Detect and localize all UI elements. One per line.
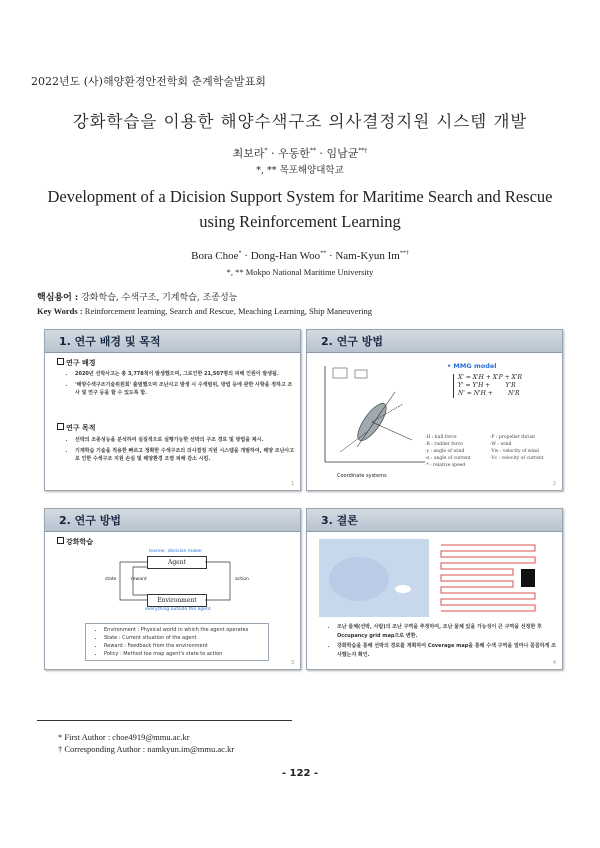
author-1: 최보라 bbox=[232, 147, 265, 160]
list-item: • State : Current situation of the agent bbox=[104, 635, 276, 642]
keywords-english bbox=[37, 306, 372, 316]
state-label: state bbox=[105, 577, 117, 582]
legend-item: ·Vw : velocity of wind bbox=[490, 449, 539, 454]
author-sep: · bbox=[326, 250, 336, 262]
model-name: MMG model bbox=[453, 362, 497, 370]
environment-box: Environment bbox=[147, 594, 207, 607]
section-label: 강화학습 bbox=[66, 538, 94, 546]
list-item: • 조난 물체(선박, 사람)의 조난 구역을 추정하여, 조난 물체 있을 가능성이 큰 구역을 선정한 후 Occupancy grid map으로 변환. bbox=[337, 623, 559, 640]
legend-item: ·* : relative speed bbox=[425, 463, 466, 468]
slide-title: 2. 연구 방법 bbox=[321, 335, 383, 348]
equation: X' = X'H + X'P + X'R bbox=[458, 374, 522, 381]
checkbox-icon bbox=[57, 537, 64, 544]
mmg-equations bbox=[453, 374, 522, 398]
slide-header bbox=[45, 330, 300, 353]
legend-item: ·Vc : velocity of current bbox=[490, 456, 544, 461]
slide-header bbox=[307, 509, 562, 532]
keywords-korean bbox=[37, 290, 237, 303]
page-number: - 122 - bbox=[281, 768, 319, 779]
list-item: • Reward : Feedback from the environment bbox=[104, 643, 276, 650]
author-sep: · bbox=[267, 147, 279, 160]
outside-label: everything outside the agent bbox=[145, 607, 211, 612]
author-mark: * bbox=[238, 250, 242, 257]
section-heading bbox=[57, 537, 93, 547]
bullet-list bbox=[325, 623, 559, 661]
coverage-map-image bbox=[435, 539, 550, 617]
slide-title: 2. 연구 방법 bbox=[59, 514, 121, 527]
slide-page-number: 3 bbox=[290, 660, 294, 666]
slide-page-number: 2 bbox=[552, 481, 556, 487]
slide-background-purpose bbox=[44, 329, 301, 491]
legend-item: ·P : propeller thrust bbox=[490, 435, 536, 440]
author-mark: ** bbox=[320, 250, 327, 257]
slide-method-mmg bbox=[306, 329, 563, 491]
action-label: action bbox=[235, 577, 249, 582]
conference-label: 2022년도 (사)해양환경안전학회 춘계학술발표회 bbox=[31, 75, 266, 88]
author-sep: · bbox=[241, 250, 251, 262]
author-3: Nam-Kyun Im bbox=[335, 250, 400, 262]
list-item: • 강화학습을 통해 선박의 경로를 계획하여 Coverage map을 통해 수색 구역을 얼마나 꼼꼼하게 조사했는지 확인. bbox=[337, 642, 559, 659]
author-sep: · bbox=[315, 147, 327, 160]
equation: Y' = Y'H + Y'R bbox=[458, 382, 516, 389]
occupancy-map-image bbox=[319, 539, 429, 617]
list-item: • Policy : Method toe map agent's state to action bbox=[104, 651, 276, 658]
keywords-text: 강화학습, 수색구조, 기계학습, 조종성능 bbox=[81, 293, 238, 303]
mmg-model-label: • MMG model bbox=[447, 362, 497, 370]
footnote-first-author: * First Author : choe4919@mmu.ac.kr bbox=[58, 732, 190, 742]
legend-item: ·R : rudder force bbox=[425, 442, 463, 447]
authors-english bbox=[0, 250, 600, 262]
legend-item: ·γ : angle of wind bbox=[425, 449, 465, 454]
bullet-list bbox=[92, 627, 276, 659]
title-english: Development of a Dicision Support System for Maritime Search and Rescue using Reinforcement Learning bbox=[47, 187, 553, 231]
rl-loop-arrows bbox=[115, 559, 255, 605]
slide-header bbox=[45, 509, 300, 532]
checkbox-icon bbox=[57, 423, 64, 430]
affiliation-korean: *, ** 목포해양대학교 bbox=[256, 165, 344, 176]
legend-item: ·W : wind bbox=[490, 442, 512, 447]
agent-box: Agent bbox=[147, 556, 207, 569]
legend-item: ·α : angle of current bbox=[425, 456, 471, 461]
diagram-caption: Coordinate systems bbox=[337, 473, 387, 479]
bullet-list bbox=[63, 370, 297, 400]
list-item: • Environment : Physical world in which the agent operates bbox=[104, 627, 276, 634]
slide-page-number: 4 bbox=[552, 660, 556, 666]
legend-item: ·H : hull force bbox=[425, 435, 457, 440]
title-korean: 강화학습을 이용한 해양수색구조 의사결정지원 시스템 개발 bbox=[72, 112, 528, 131]
slide-title: 3. 결론 bbox=[321, 514, 358, 527]
author-2: Dong-Han Woo bbox=[250, 250, 321, 262]
list-item: • 2020년 선박사고는 총 3,778척이 발생했으며, 그로인한 21,507명의 피해 인원이 발생됨. bbox=[75, 370, 297, 379]
section-heading bbox=[57, 423, 96, 433]
authors-korean bbox=[0, 145, 600, 161]
keywords-text: Reinforcement learning, Search and Rescue, Meaching Learning, Ship Maneuvering bbox=[84, 306, 373, 316]
affiliation-english: *, ** Mokpo National Maritime University bbox=[226, 267, 374, 277]
definitions-box bbox=[85, 623, 269, 661]
slide-title: 1. 연구 배경 및 목적 bbox=[59, 335, 161, 348]
section-heading bbox=[57, 358, 96, 368]
bullet-list bbox=[63, 436, 297, 466]
author-2: 우동한 bbox=[278, 147, 310, 160]
equation: N' = N'H + N'R bbox=[458, 390, 520, 397]
slide-method-rl bbox=[44, 508, 301, 670]
list-item: • 선박의 조종성능을 분석하여 실질적으로 실행가능한 선박의 구조 경로 및 방법을 제시. bbox=[75, 436, 297, 445]
slide-conclusion bbox=[306, 508, 563, 670]
learner-label: learner, decision maker bbox=[149, 549, 203, 554]
list-item: • '해양수색구조기술위원회' 출범했으며 조난사고 발생 시 수색범위, 방법 등에 관한 사항을 정하고 조사 및 연구 등을 할 수 있도록 함. bbox=[75, 381, 297, 398]
section-label: 연구 목적 bbox=[66, 424, 96, 432]
legend-left bbox=[425, 434, 471, 469]
checkbox-icon bbox=[57, 358, 64, 365]
author-1: Bora Choe bbox=[191, 250, 239, 262]
footnote-corresponding-author: † Corresponding Author : namkyun.im@mmu.ac.kr bbox=[58, 744, 235, 754]
slide-page-number: 1 bbox=[290, 481, 294, 487]
author-mark: ** bbox=[309, 147, 316, 155]
list-item: • 기계학습 기술을 적용한 빠르고 정확한 수색구조의 의사결정 지원 시스템을 개발하여, 해양 조난사고로 인한 수색구조 지원 손실 및 해양환경 오염 피해 감소 시킴. bbox=[75, 447, 297, 464]
reward-label: reward bbox=[131, 577, 147, 582]
author-mark: **† bbox=[399, 250, 409, 257]
keywords-label: Key Words : bbox=[37, 306, 83, 316]
author-mark: **† bbox=[358, 147, 368, 155]
keywords-label: 핵심용어 : bbox=[37, 293, 79, 303]
author-3: 임남균 bbox=[326, 147, 359, 160]
author-mark: * bbox=[264, 147, 268, 155]
coordinate-systems-diagram bbox=[317, 362, 429, 472]
footnote-divider bbox=[37, 720, 292, 721]
slide-header bbox=[307, 330, 562, 353]
legend-right bbox=[490, 434, 544, 462]
section-label: 연구 배경 bbox=[66, 359, 96, 367]
